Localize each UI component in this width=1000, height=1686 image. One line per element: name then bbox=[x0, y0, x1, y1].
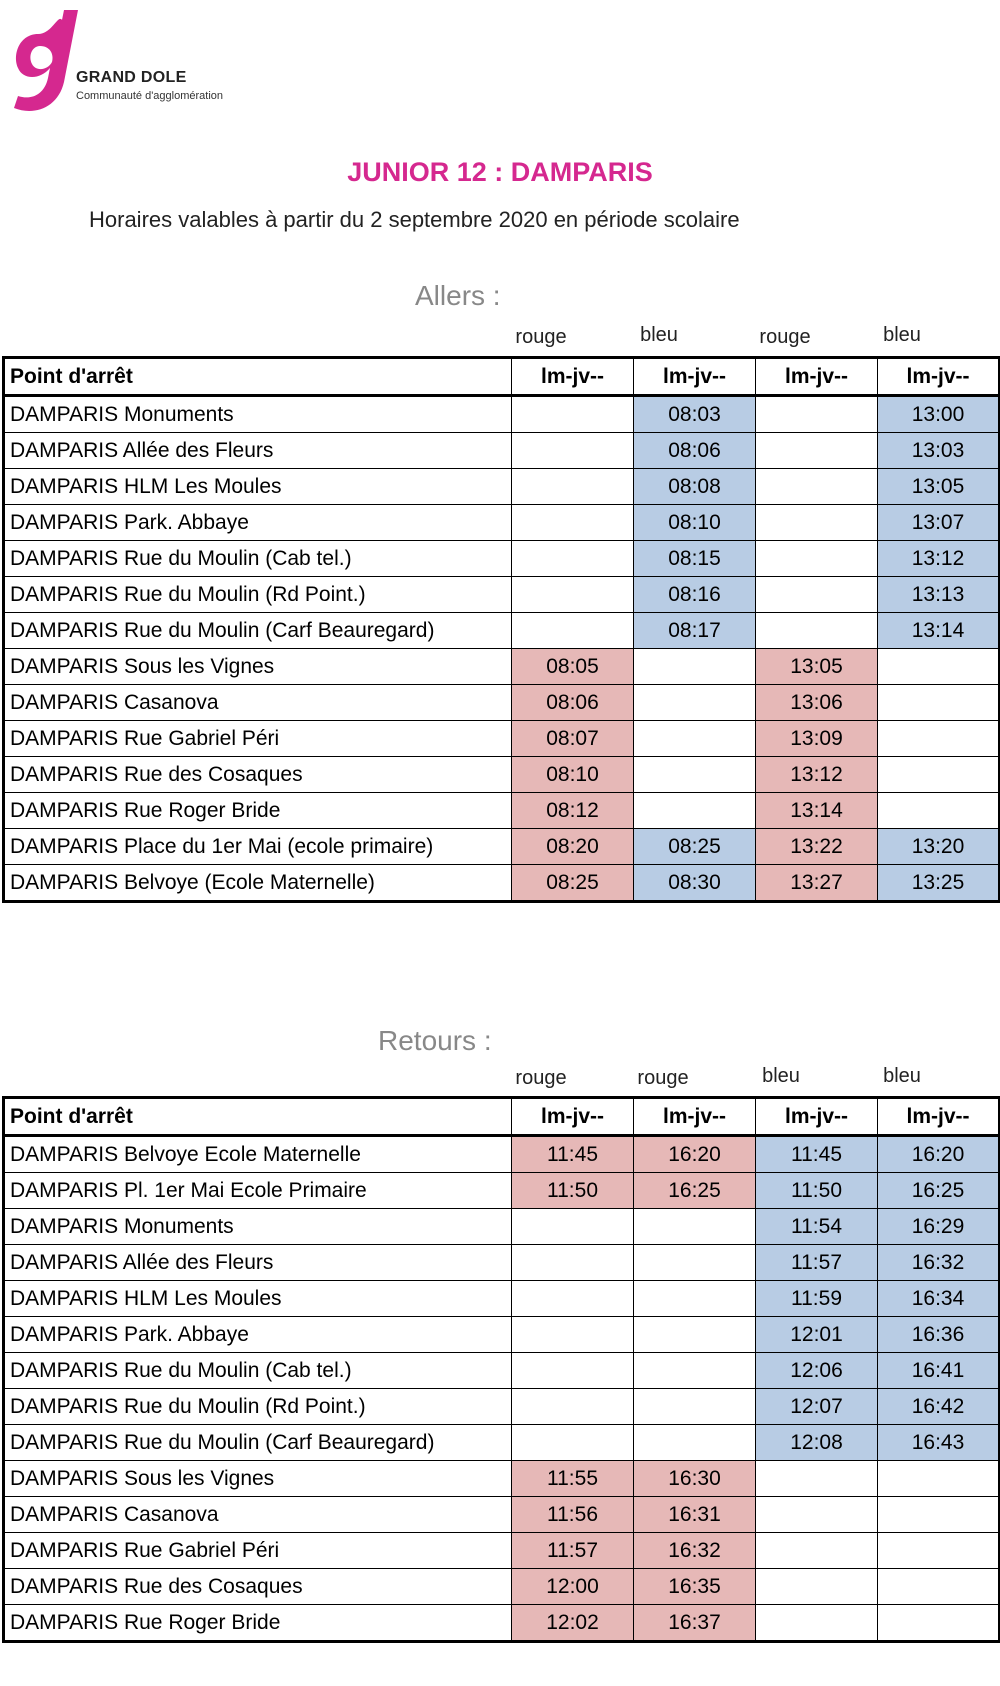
time-cell: 13:14 bbox=[756, 793, 878, 829]
time-cell: 16:29 bbox=[878, 1209, 1000, 1245]
empty-time-cell bbox=[756, 505, 878, 541]
stop-name-cell: DAMPARIS Rue Roger Bride bbox=[4, 793, 512, 829]
time-cell: 11:57 bbox=[756, 1245, 878, 1281]
empty-time-cell bbox=[512, 613, 634, 649]
table-row bbox=[4, 1209, 1000, 1245]
empty-time-cell bbox=[512, 1281, 634, 1317]
table-row bbox=[4, 577, 1000, 613]
time-cell: 11:55 bbox=[512, 1461, 634, 1497]
table-row bbox=[4, 469, 1000, 505]
stop-name-cell: DAMPARIS Place du 1er Mai (ecole primaire) bbox=[4, 829, 512, 865]
time-cell: 12:00 bbox=[512, 1569, 634, 1605]
empty-time-cell bbox=[634, 1353, 756, 1389]
column-header-days: lm-jv-- bbox=[756, 1098, 878, 1136]
empty-time-cell bbox=[634, 721, 756, 757]
time-cell: 16:34 bbox=[878, 1281, 1000, 1317]
retours-color-label: bleu bbox=[883, 1065, 921, 1087]
time-cell: 13:12 bbox=[878, 541, 1000, 577]
time-cell: 08:03 bbox=[634, 396, 756, 433]
time-cell: 08:25 bbox=[634, 829, 756, 865]
time-cell: 08:25 bbox=[512, 865, 634, 902]
time-cell: 08:08 bbox=[634, 469, 756, 505]
empty-time-cell bbox=[878, 649, 1000, 685]
stop-name-cell: DAMPARIS Allée des Fleurs bbox=[4, 1245, 512, 1281]
table-row bbox=[4, 396, 1000, 433]
empty-time-cell bbox=[756, 613, 878, 649]
time-cell: 13:09 bbox=[756, 721, 878, 757]
empty-time-cell bbox=[756, 1461, 878, 1497]
empty-time-cell bbox=[512, 396, 634, 433]
stop-name-cell: DAMPARIS Park. Abbaye bbox=[4, 1317, 512, 1353]
empty-time-cell bbox=[512, 541, 634, 577]
time-cell: 11:57 bbox=[512, 1533, 634, 1569]
allers-color-label: rouge bbox=[515, 326, 567, 348]
table-row bbox=[4, 1461, 1000, 1497]
table-row bbox=[4, 1245, 1000, 1281]
empty-time-cell bbox=[756, 433, 878, 469]
logo-name: GRAND DOLE bbox=[76, 69, 187, 86]
table-row bbox=[4, 1317, 1000, 1353]
empty-time-cell bbox=[878, 1605, 1000, 1642]
time-cell: 16:36 bbox=[878, 1317, 1000, 1353]
time-cell: 16:20 bbox=[878, 1136, 1000, 1173]
empty-time-cell bbox=[878, 721, 1000, 757]
empty-time-cell bbox=[634, 685, 756, 721]
column-header-days: lm-jv-- bbox=[756, 358, 878, 396]
stop-name-cell: DAMPARIS Monuments bbox=[4, 396, 512, 433]
column-header-days: lm-jv-- bbox=[878, 358, 1000, 396]
column-header-days: lm-jv-- bbox=[634, 1098, 756, 1136]
table-row bbox=[4, 793, 1000, 829]
allers-heading: Allers : bbox=[415, 280, 501, 311]
empty-time-cell bbox=[512, 433, 634, 469]
empty-time-cell bbox=[634, 1245, 756, 1281]
empty-time-cell bbox=[634, 757, 756, 793]
time-cell: 13:00 bbox=[878, 396, 1000, 433]
table-header-row bbox=[4, 1098, 1000, 1136]
stop-name-cell: DAMPARIS Rue du Moulin (Carf Beauregard) bbox=[4, 1425, 512, 1461]
empty-time-cell bbox=[756, 541, 878, 577]
empty-time-cell bbox=[756, 577, 878, 613]
stop-name-cell: DAMPARIS Casanova bbox=[4, 1497, 512, 1533]
empty-time-cell bbox=[634, 793, 756, 829]
empty-time-cell bbox=[878, 1569, 1000, 1605]
empty-time-cell bbox=[634, 1281, 756, 1317]
empty-time-cell bbox=[878, 1461, 1000, 1497]
time-cell: 11:45 bbox=[756, 1136, 878, 1173]
empty-time-cell bbox=[512, 1209, 634, 1245]
table-row bbox=[4, 649, 1000, 685]
time-cell: 12:07 bbox=[756, 1389, 878, 1425]
table-row bbox=[4, 1425, 1000, 1461]
empty-time-cell bbox=[634, 1425, 756, 1461]
table-row bbox=[4, 1569, 1000, 1605]
retours-color-label: rouge bbox=[637, 1067, 689, 1089]
time-cell: 13:05 bbox=[756, 649, 878, 685]
table-row bbox=[4, 1173, 1000, 1209]
allers-color-label: rouge bbox=[759, 326, 811, 348]
time-cell: 13:20 bbox=[878, 829, 1000, 865]
time-cell: 16:32 bbox=[878, 1245, 1000, 1281]
time-cell: 13:12 bbox=[756, 757, 878, 793]
empty-time-cell bbox=[756, 469, 878, 505]
time-cell: 13:05 bbox=[878, 469, 1000, 505]
time-cell: 11:50 bbox=[756, 1173, 878, 1209]
time-cell: 08:15 bbox=[634, 541, 756, 577]
empty-time-cell bbox=[512, 1245, 634, 1281]
stop-name-cell: DAMPARIS Rue du Moulin (Rd Point.) bbox=[4, 577, 512, 613]
table-row bbox=[4, 721, 1000, 757]
column-header-days: lm-jv-- bbox=[512, 358, 634, 396]
time-cell: 11:56 bbox=[512, 1497, 634, 1533]
empty-time-cell bbox=[512, 505, 634, 541]
table-row bbox=[4, 757, 1000, 793]
retours-color-label: bleu bbox=[762, 1065, 800, 1087]
stop-name-cell: DAMPARIS Monuments bbox=[4, 1209, 512, 1245]
empty-time-cell bbox=[634, 1209, 756, 1245]
empty-time-cell bbox=[512, 1317, 634, 1353]
time-cell: 08:06 bbox=[512, 685, 634, 721]
time-cell: 16:31 bbox=[634, 1497, 756, 1533]
time-cell: 08:17 bbox=[634, 613, 756, 649]
column-header-days: lm-jv-- bbox=[634, 358, 756, 396]
column-header-days: lm-jv-- bbox=[878, 1098, 1000, 1136]
time-cell: 16:32 bbox=[634, 1533, 756, 1569]
grand-dole-logo bbox=[8, 6, 258, 116]
stop-name-cell: DAMPARIS Belvoye Ecole Maternelle bbox=[4, 1136, 512, 1173]
stop-name-cell: DAMPARIS Rue des Cosaques bbox=[4, 757, 512, 793]
time-cell: 08:05 bbox=[512, 649, 634, 685]
time-cell: 13:22 bbox=[756, 829, 878, 865]
table-row bbox=[4, 433, 1000, 469]
time-cell: 08:20 bbox=[512, 829, 634, 865]
time-cell: 13:25 bbox=[878, 865, 1000, 902]
time-cell: 13:27 bbox=[756, 865, 878, 902]
table-row bbox=[4, 1353, 1000, 1389]
time-cell: 08:10 bbox=[634, 505, 756, 541]
table-row bbox=[4, 1389, 1000, 1425]
time-cell: 16:35 bbox=[634, 1569, 756, 1605]
empty-time-cell bbox=[756, 396, 878, 433]
allers-schedule-table bbox=[2, 356, 1000, 903]
table-row bbox=[4, 1533, 1000, 1569]
stop-name-cell: DAMPARIS Pl. 1er Mai Ecole Primaire bbox=[4, 1173, 512, 1209]
stop-name-cell: DAMPARIS Rue du Moulin (Rd Point.) bbox=[4, 1389, 512, 1425]
table-header-row bbox=[4, 358, 1000, 396]
page-title: JUNIOR 12 : DAMPARIS bbox=[347, 157, 653, 187]
empty-time-cell bbox=[634, 1317, 756, 1353]
stop-name-cell: DAMPARIS Rue Roger Bride bbox=[4, 1605, 512, 1642]
table-row bbox=[4, 1497, 1000, 1533]
stop-name-cell: DAMPARIS Belvoye (Ecole Maternelle) bbox=[4, 865, 512, 902]
time-cell: 08:12 bbox=[512, 793, 634, 829]
time-cell: 13:07 bbox=[878, 505, 1000, 541]
empty-time-cell bbox=[512, 1425, 634, 1461]
time-cell: 11:59 bbox=[756, 1281, 878, 1317]
empty-time-cell bbox=[512, 1389, 634, 1425]
stop-name-cell: DAMPARIS Rue du Moulin (Cab tel.) bbox=[4, 1353, 512, 1389]
time-cell: 16:43 bbox=[878, 1425, 1000, 1461]
time-cell: 16:30 bbox=[634, 1461, 756, 1497]
time-cell: 16:37 bbox=[634, 1605, 756, 1642]
retours-schedule-table bbox=[2, 1096, 1000, 1643]
stop-name-cell: DAMPARIS Rue des Cosaques bbox=[4, 1569, 512, 1605]
table-row bbox=[4, 829, 1000, 865]
empty-time-cell bbox=[756, 1533, 878, 1569]
stop-name-cell: DAMPARIS Sous les Vignes bbox=[4, 1461, 512, 1497]
stop-name-cell: DAMPARIS Sous les Vignes bbox=[4, 649, 512, 685]
time-cell: 16:41 bbox=[878, 1353, 1000, 1389]
time-cell: 12:08 bbox=[756, 1425, 878, 1461]
empty-time-cell bbox=[634, 649, 756, 685]
time-cell: 13:06 bbox=[756, 685, 878, 721]
time-cell: 12:06 bbox=[756, 1353, 878, 1389]
time-cell: 08:10 bbox=[512, 757, 634, 793]
time-cell: 12:01 bbox=[756, 1317, 878, 1353]
table-row bbox=[4, 1281, 1000, 1317]
stop-name-cell: DAMPARIS HLM Les Moules bbox=[4, 1281, 512, 1317]
time-cell: 12:02 bbox=[512, 1605, 634, 1642]
column-header-stop: Point d'arrêt bbox=[4, 1098, 512, 1136]
empty-time-cell bbox=[878, 757, 1000, 793]
empty-time-cell bbox=[756, 1569, 878, 1605]
empty-time-cell bbox=[512, 1353, 634, 1389]
time-cell: 08:30 bbox=[634, 865, 756, 902]
empty-time-cell bbox=[634, 1389, 756, 1425]
table-row bbox=[4, 613, 1000, 649]
empty-time-cell bbox=[756, 1497, 878, 1533]
stop-name-cell: DAMPARIS Park. Abbaye bbox=[4, 505, 512, 541]
table-row bbox=[4, 505, 1000, 541]
column-header-stop: Point d'arrêt bbox=[4, 358, 512, 396]
time-cell: 11:54 bbox=[756, 1209, 878, 1245]
table-row bbox=[4, 1136, 1000, 1173]
retours-color-label: rouge bbox=[515, 1067, 567, 1089]
stop-name-cell: DAMPARIS Rue du Moulin (Carf Beauregard) bbox=[4, 613, 512, 649]
stop-name-cell: DAMPARIS HLM Les Moules bbox=[4, 469, 512, 505]
time-cell: 13:14 bbox=[878, 613, 1000, 649]
empty-time-cell bbox=[878, 1497, 1000, 1533]
empty-time-cell bbox=[878, 793, 1000, 829]
stop-name-cell: DAMPARIS Rue Gabriel Péri bbox=[4, 1533, 512, 1569]
stop-name-cell: DAMPARIS Casanova bbox=[4, 685, 512, 721]
table-row bbox=[4, 541, 1000, 577]
retours-heading: Retours : bbox=[378, 1025, 492, 1056]
time-cell: 13:13 bbox=[878, 577, 1000, 613]
empty-time-cell bbox=[878, 685, 1000, 721]
allers-color-label: bleu bbox=[883, 324, 921, 346]
time-cell: 11:45 bbox=[512, 1136, 634, 1173]
time-cell: 13:03 bbox=[878, 433, 1000, 469]
time-cell: 16:25 bbox=[634, 1173, 756, 1209]
empty-time-cell bbox=[756, 1605, 878, 1642]
table-row bbox=[4, 685, 1000, 721]
time-cell: 08:07 bbox=[512, 721, 634, 757]
time-cell: 08:06 bbox=[634, 433, 756, 469]
column-header-days: lm-jv-- bbox=[512, 1098, 634, 1136]
time-cell: 16:25 bbox=[878, 1173, 1000, 1209]
time-cell: 16:20 bbox=[634, 1136, 756, 1173]
stop-name-cell: DAMPARIS Rue du Moulin (Cab tel.) bbox=[4, 541, 512, 577]
stop-name-cell: DAMPARIS Allée des Fleurs bbox=[4, 433, 512, 469]
empty-time-cell bbox=[512, 469, 634, 505]
allers-color-label: bleu bbox=[640, 324, 678, 346]
empty-time-cell bbox=[878, 1533, 1000, 1569]
table-row bbox=[4, 1605, 1000, 1642]
time-cell: 11:50 bbox=[512, 1173, 634, 1209]
stop-name-cell: DAMPARIS Rue Gabriel Péri bbox=[4, 721, 512, 757]
empty-time-cell bbox=[512, 577, 634, 613]
logo-subtitle: Communauté d'agglomération bbox=[76, 90, 224, 102]
page-subtitle: Horaires valables à partir du 2 septembre 2020 en période scolaire bbox=[89, 207, 740, 232]
table-row bbox=[4, 865, 1000, 902]
time-cell: 16:42 bbox=[878, 1389, 1000, 1425]
time-cell: 08:16 bbox=[634, 577, 756, 613]
